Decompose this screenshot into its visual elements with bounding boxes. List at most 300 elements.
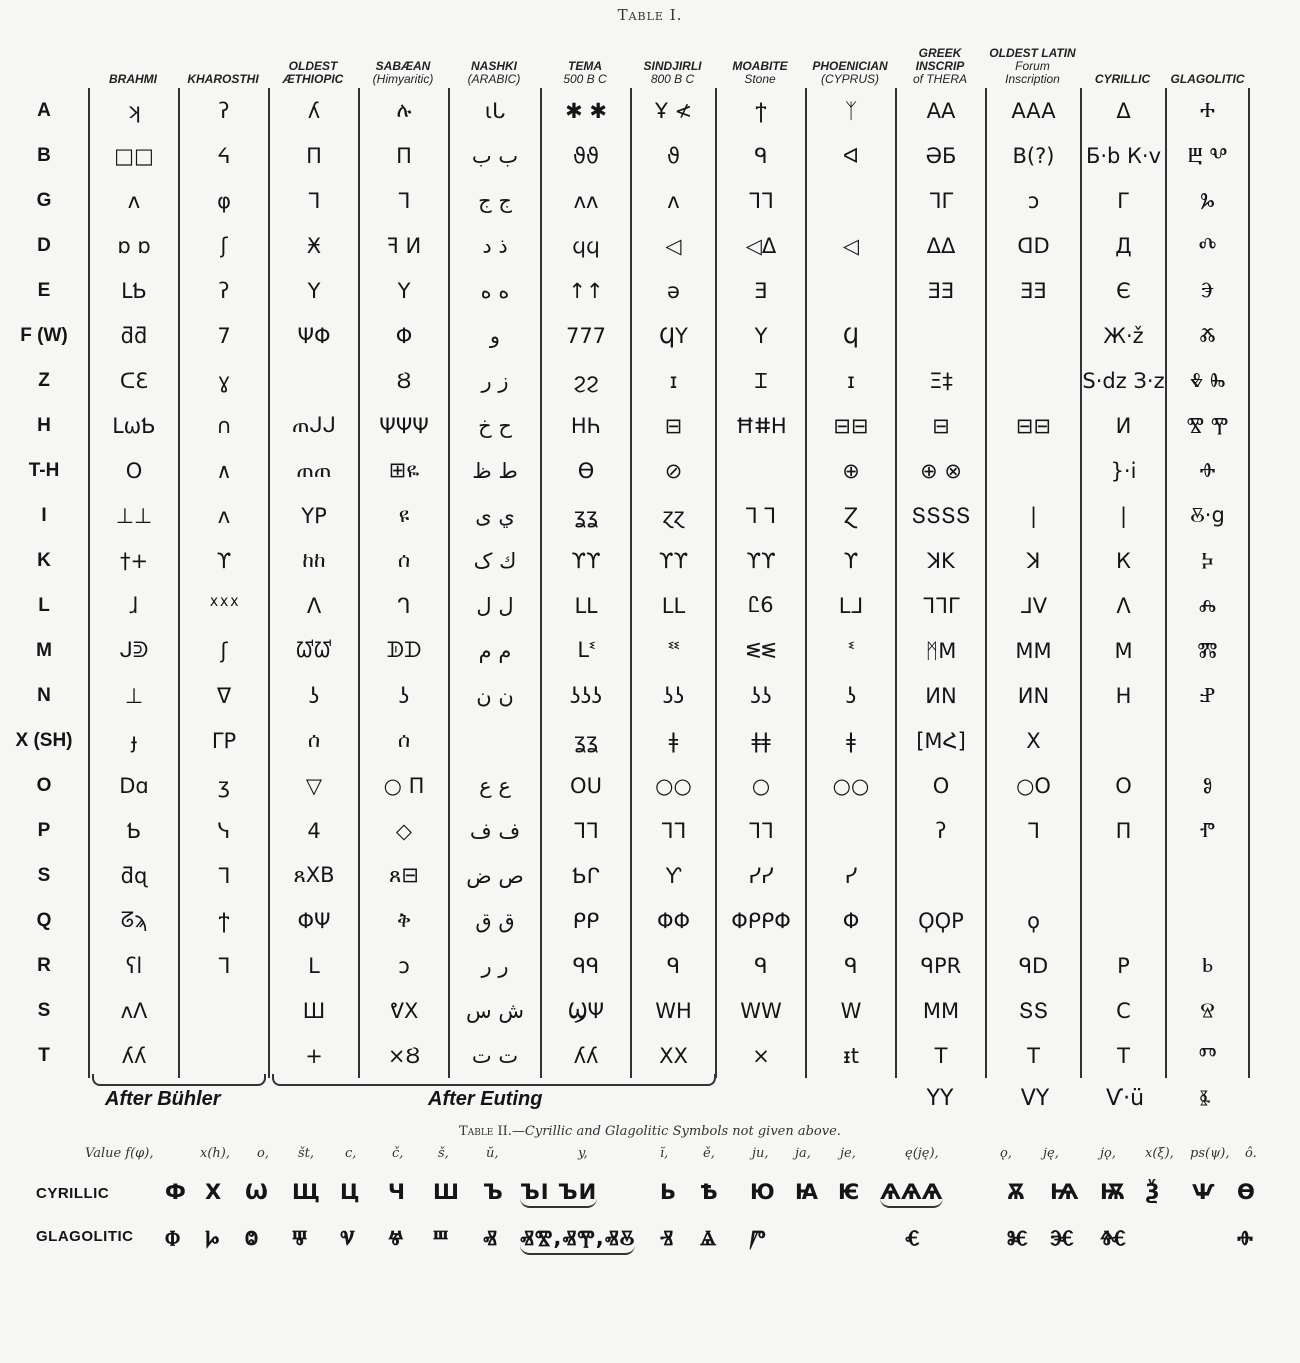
glyph-cell: [1080, 898, 1165, 943]
glyph-cell: [715, 448, 805, 493]
glyph-cell: [895, 853, 985, 898]
cyrillic-row-label: CYRILLIC: [36, 1185, 110, 1202]
cyrillic-symbol: ѦѦѦ: [880, 1180, 943, 1208]
glyph-cell: Ɀ: [805, 493, 895, 538]
glyph-cell: ꓘK: [895, 538, 985, 583]
column-header-sub: 800 B C: [650, 72, 695, 86]
row-letter-label: H: [37, 414, 51, 436]
glyph-cell: [1080, 718, 1165, 763]
glyph-cell: О: [1080, 763, 1165, 808]
glyph-cell: ꓘ: [985, 538, 1080, 583]
value-label: c,: [345, 1146, 357, 1161]
glyph-cell: ΔΔ: [895, 223, 985, 268]
column-header-label: GREEK INSCRIP: [915, 46, 965, 73]
glyph-cell: ʃ: [178, 628, 268, 673]
glyph-cell: Ƅᒋ: [540, 853, 630, 898]
brace-euting: [272, 1074, 716, 1086]
glyph-cell: ᵻt: [805, 1033, 895, 1078]
glyph-cell: [1165, 898, 1250, 943]
glyph-cell: WW: [715, 988, 805, 1033]
column-header-sub: of THERA: [912, 72, 967, 86]
glyph-cell: ↑↑: [540, 268, 630, 313]
glyph-cell: ƌɋ: [88, 853, 178, 898]
glyph-cell: ᒧV: [985, 583, 1080, 628]
glyph-cell: ϤY: [630, 313, 715, 358]
glyph-cell: Ӿ: [268, 223, 358, 268]
glyph-cell: ل ل: [448, 583, 540, 628]
glyph-cell: Ⰶ: [1165, 313, 1250, 358]
glyph-cell: ع ع: [448, 763, 540, 808]
column-header: [895, 36, 985, 86]
glyph-cell: Y: [268, 268, 358, 313]
glyph-cell: WH: [630, 988, 715, 1033]
glyph-cell: Ⰺ Ⰹ: [1165, 403, 1250, 448]
column-header-label: SABÆAN: [375, 59, 431, 73]
row-letter-label: B: [37, 144, 51, 166]
glyph-cell: ϙ: [985, 898, 1080, 943]
glyph-cell: ب ب: [448, 133, 540, 178]
glyph-cell: Y: [715, 313, 805, 358]
glyph-cell: Ж·ž: [1080, 313, 1165, 358]
value-label: ję,: [1043, 1146, 1059, 1161]
glyph-cell: ᕓX: [358, 988, 448, 1033]
glyph-cell: ϒϒ: [630, 538, 715, 583]
glyph-cell: ʖ: [268, 673, 358, 718]
column-header-label: TEMA: [567, 59, 602, 73]
row-letter-label: S: [37, 864, 51, 886]
glyph-cell: Ⱚ: [1165, 448, 1250, 493]
glyph-cell: ʓʓ: [540, 493, 630, 538]
cyrillic-symbol: ЪI ЪИ: [520, 1180, 597, 1208]
cyrillic-symbol: Ф: [165, 1180, 186, 1204]
cyrillic-symbol: Ю: [750, 1180, 775, 1204]
glyph-cell: ᓬᓬ: [715, 628, 805, 673]
glyph-cell: ᓯᓯ: [715, 853, 805, 898]
glyph-cell: Ⰽ: [1165, 538, 1250, 583]
glyph-cell: 7: [178, 313, 268, 358]
glagolitic-symbol: Ⱘ: [1007, 1226, 1028, 1250]
column-header-label: PHOENICIAN: [812, 59, 888, 73]
glyph-cell: W: [805, 988, 895, 1033]
value-label: ę(ję),: [905, 1146, 939, 1161]
glyph-cell: Ⰷ Ⰸ: [1165, 358, 1250, 403]
glyph-cell: ◇: [358, 808, 448, 853]
glyph-cell: ጸ⊟: [358, 853, 448, 898]
table-1-header: [0, 36, 1250, 86]
glyph-cell: ق ق: [448, 898, 540, 943]
glyph-cell: Г: [1080, 178, 1165, 223]
glyph-cell: AAA: [985, 88, 1080, 133]
glyph-cell: Н: [1080, 673, 1165, 718]
row-letter-label: N: [37, 684, 51, 706]
glyph-cell: Ƅ: [88, 808, 178, 853]
glyph-cell: ⊥: [88, 673, 178, 718]
glyph-cell: ϒ: [805, 538, 895, 583]
value-label: jǫ,: [1100, 1146, 1116, 1161]
glyph-cell: ᒪL: [630, 583, 715, 628]
column-header: [0, 36, 88, 86]
glyph-cell: ɀɀ: [630, 493, 715, 538]
glyph-cell: ه ه: [448, 268, 540, 313]
glyph-cell: ԼƄ: [88, 268, 178, 313]
glyph-cell: ش س: [448, 988, 540, 1033]
value-label: x(h),: [200, 1146, 230, 1161]
glyph-cell: ᒣ: [178, 943, 268, 988]
glyph-cell: ɺ: [88, 583, 178, 628]
column-header: [630, 36, 715, 86]
column-header-label: CYRILLIC: [1094, 72, 1151, 86]
column-header-label: GLAGOLITIC: [1170, 72, 1245, 86]
glyph-cell: ɟ: [88, 718, 178, 763]
value-label: ě,: [703, 1146, 715, 1161]
glyph-cell: ط ظ: [448, 448, 540, 493]
row-letter-label: M: [36, 639, 52, 661]
glyph-cell: ᒣΓ: [895, 178, 985, 223]
glyph-cell: ᑫPR: [895, 943, 985, 988]
row-letter-label: X (SH): [15, 729, 73, 751]
glyph-cell: ιᒐ: [448, 88, 540, 133]
glyph-cell: Ꞁ Ꞁ: [715, 493, 805, 538]
glyph-cell: ᒪᓫ: [540, 628, 630, 673]
glagolitic-symbol: Ⱗ: [1050, 1226, 1074, 1250]
cyrillic-symbol: Ь: [660, 1180, 677, 1204]
value-label: č,: [392, 1146, 404, 1161]
glyph-cell: MM: [985, 628, 1080, 673]
row-letter-label: K: [37, 549, 51, 571]
glyph-cell: ϯ: [178, 898, 268, 943]
glyph-cell: ᒣ: [358, 178, 448, 223]
glyph-cell: Ⰱ Ⰲ: [1165, 133, 1250, 178]
glyph-cell: |: [985, 493, 1080, 538]
glyph-cell: ϢΨ: [540, 988, 630, 1033]
value-label: š,: [438, 1146, 449, 1161]
glyph-cell: X: [985, 718, 1080, 763]
glyph-cell: ▽: [268, 763, 358, 808]
glyph-cell: ϘϘP: [895, 898, 985, 943]
glyph-cell: ʔ: [178, 88, 268, 133]
glyph-cell: ᑫ: [805, 943, 895, 988]
glyph-cell: ◁Δ: [715, 223, 805, 268]
glyph-cell: ϯ: [715, 88, 805, 133]
column-header: [358, 36, 448, 86]
row-letter-label: A: [37, 99, 51, 121]
glyph-cell: و: [448, 313, 540, 358]
glyph-cell: ○○: [630, 763, 715, 808]
row-letter-label: Z: [38, 369, 50, 391]
after-buhler-label: After Bühler: [105, 1088, 221, 1110]
glyph-cell: ᒪԼ: [540, 583, 630, 628]
glyph-cell: [178, 1033, 268, 1078]
cyrillic-symbol: Ѱ: [1192, 1180, 1215, 1204]
glyph-cell: ᓭ: [178, 808, 268, 853]
glyph-cell: Ꮭ6: [715, 583, 805, 628]
value-label: ô.: [1245, 1146, 1257, 1161]
table-2-title: [0, 1124, 1300, 1139]
glyph-cell: ⊟⊟: [805, 403, 895, 448]
column-header: [448, 36, 540, 86]
cyrillic-symbol: Ѯ: [1145, 1180, 1160, 1204]
glyph-cell: ᑫ: [715, 943, 805, 988]
cyrillic-symbol: Ц: [340, 1180, 360, 1204]
glyph-cell: O: [88, 448, 178, 493]
glyph-cell: ՏՏ: [985, 988, 1080, 1033]
column-header: [1080, 36, 1165, 86]
glyph-cell: ᒪ: [268, 943, 358, 988]
glyph-cell: T: [895, 1033, 985, 1078]
glyph-cell: ص ض: [448, 853, 540, 898]
row-letter-label: T: [38, 1044, 50, 1066]
cyrillic-symbol: Ѣ: [700, 1180, 718, 1204]
glyph-cell: [805, 268, 895, 313]
glyph-cell: ᑫ: [630, 943, 715, 988]
glyph-cell: ǂ: [630, 718, 715, 763]
column-header-label: MOABITE: [732, 59, 788, 73]
row-letter-label: Q: [36, 909, 52, 931]
glyph-cell: ɣ: [178, 358, 268, 403]
glyph-cell: ϑϑ: [540, 133, 630, 178]
glyph-cell: ʞ: [88, 88, 178, 133]
glyph-cell: ИN: [985, 673, 1080, 718]
glyph-cell: ن ن: [448, 673, 540, 718]
value-label: ĭ,: [660, 1146, 669, 1161]
glyph-cell: Ⱄ: [1165, 988, 1250, 1033]
row-letter-label: I: [41, 504, 47, 526]
glyph-cell: [1080, 853, 1165, 898]
glyph-cell: Ǝ: [715, 268, 805, 313]
glyph-cell: ✱ ✱: [540, 88, 630, 133]
glyph-cell: ƎƎ: [895, 268, 985, 313]
glyph-cell: ΦΦ: [630, 898, 715, 943]
glyph-cell: Ѕ·dz З·z: [1080, 358, 1165, 403]
glyph-cell: ከከ: [268, 538, 358, 583]
glyph-cell: Ɪ: [715, 358, 805, 403]
glyph-cell: 777: [540, 313, 630, 358]
glyph-cell: ᒣᒣ: [540, 808, 630, 853]
glyph-cell: Ⰴ: [1165, 223, 1250, 268]
cyrillic-symbol: Ѥ: [838, 1180, 860, 1204]
glyph-cell: ×: [715, 1033, 805, 1078]
glyph-cell: ƎƎ: [985, 268, 1080, 313]
glyph-cell: ǝ: [630, 268, 715, 313]
glyph-cell: Ɵ: [540, 448, 630, 493]
cyrillic-symbol: Ъ: [483, 1180, 503, 1204]
glyph-cell: OU: [540, 763, 630, 808]
row-letter-label: F (W): [20, 324, 68, 346]
glyph-cell: Π: [268, 133, 358, 178]
glyph-cell: ʌ: [88, 178, 178, 223]
glyph-cell: ʖʖʖ: [540, 673, 630, 718]
glyph-cell: Ш: [268, 988, 358, 1033]
glyph-cell: ϑ: [630, 133, 715, 178]
glyph-cell: ○O: [985, 763, 1080, 808]
column-header: [178, 36, 268, 86]
glyph-cell: ሰ: [358, 538, 448, 583]
glyph-cell: ×Ȣ: [358, 1033, 448, 1078]
glyph-cell: [178, 988, 268, 1033]
glyph-cell: T: [985, 1033, 1080, 1078]
row-letter-label: P: [37, 819, 51, 841]
value-label: ŭ,: [486, 1146, 499, 1161]
glyph-cell: ʕl: [88, 943, 178, 988]
value-label: ja,: [795, 1146, 811, 1161]
glyph-cell: ǂ: [805, 718, 895, 763]
glyph-cell: [985, 853, 1080, 898]
glyph-cell: |: [1080, 493, 1165, 538]
glyph-cell: [1165, 718, 1250, 763]
glyph-cell: Δ: [1080, 88, 1165, 133]
cyrillic-symbol: Ч: [388, 1180, 405, 1204]
cyrillic-symbol: Ꙗ: [795, 1180, 818, 1204]
column-header-sub: Forum Inscription: [1005, 59, 1060, 86]
glyph-cell: Λ: [268, 583, 358, 628]
glyph-cell: ↄ: [985, 178, 1080, 223]
glyph-cell: ɪ: [805, 358, 895, 403]
glagolitic-symbol: Ⱉ: [245, 1226, 259, 1250]
cyrillic-symbol: Ѩ: [1050, 1180, 1079, 1204]
column-header: [540, 36, 630, 86]
glyph-cell: ʔ: [178, 268, 268, 313]
glyph-cell: ΑΑ: [895, 88, 985, 133]
glyph-cell: ج ج: [448, 178, 540, 223]
glyph-cell: ʎʎ: [88, 1033, 178, 1078]
glyph-cell: ○: [715, 763, 805, 808]
glyph-cell: И: [1080, 403, 1165, 448]
glagolitic-symbol: Ⱙ: [1100, 1226, 1126, 1250]
value-label: Value f(φ),: [85, 1146, 154, 1161]
column-header-label: SINDJIRLI: [643, 59, 702, 73]
glyph-cell: Φ: [358, 313, 448, 358]
column-header-sub: (Himyaritic): [372, 72, 434, 86]
row-letter-label: R: [37, 954, 51, 976]
glyph-cell: ○ Π: [358, 763, 448, 808]
glyph-cell: ʓʓ: [540, 718, 630, 763]
glyph-cell: Ⰾ: [1165, 583, 1250, 628]
glyph-cell: Ξ‡: [895, 358, 985, 403]
glyph-cell: ᘺᘺ: [268, 628, 358, 673]
table-2-label: Table II.: [459, 1124, 512, 1139]
glyph-cell: Dɑ: [88, 763, 178, 808]
cyrillic-symbol: Х: [205, 1180, 222, 1204]
column-header-sub: (ARABIC): [467, 72, 521, 86]
value-label: x(ξ),: [1145, 1146, 1174, 1161]
glyph-cell: ИΝ: [895, 673, 985, 718]
glagolitic-symbol: Ⱍ: [388, 1226, 404, 1250]
glyph-cell: ՏՏՏՏ: [895, 493, 985, 538]
glagolitic-symbol: Ⱋ: [292, 1226, 308, 1250]
glyph-cell: [985, 448, 1080, 493]
glyph-cell: ⊕ ⊗: [895, 448, 985, 493]
glyph-cell: НҺ: [540, 403, 630, 448]
glagolitic-symbol: Ⱈ: [205, 1226, 220, 1250]
glyph-cell: ᒪᒧ: [805, 583, 895, 628]
extra-greek: YY: [926, 1086, 954, 1111]
glyph-cell: ጠጠ: [268, 448, 358, 493]
glyph-cell: ↄ: [358, 943, 448, 988]
row-letter-label: E: [37, 279, 51, 301]
glyph-cell: ϩϩ: [540, 358, 630, 403]
glyph-cell: ᓯ: [805, 853, 895, 898]
column-header-sub: Stone: [744, 72, 776, 86]
glyph-cell: ᴧ: [178, 493, 268, 538]
cyrillic-symbol: Ѫ: [1007, 1180, 1025, 1204]
glyph-cell: [1165, 853, 1250, 898]
extra-glagolitic: Ⱛ: [1199, 1086, 1211, 1111]
glyph-cell: MM: [895, 988, 985, 1033]
glagolitic-row-label: GLAGOLITIC: [36, 1228, 134, 1245]
glyph-cell: Ϥ: [805, 313, 895, 358]
column-header-label: BRAHMI: [109, 72, 157, 86]
row-letter-label: T-H: [28, 459, 60, 481]
glyph-cell: Б·b К·v: [1080, 133, 1165, 178]
glyph-cell: ʔ: [895, 808, 985, 853]
column-header: [88, 36, 178, 86]
glyph-cell: Λ: [1080, 583, 1165, 628]
glyph-cell: [805, 178, 895, 223]
glyph-cell: ᓫ: [805, 628, 895, 673]
glyph-cell: +: [268, 1033, 358, 1078]
column-header-label: KHAROSTHI: [187, 72, 259, 86]
column-header-sub: (CYPRUS): [820, 72, 879, 86]
glyph-cell: ᒉ: [358, 583, 448, 628]
brace-buhler: [92, 1074, 266, 1086]
glyph-cell: ʖ: [805, 673, 895, 718]
cyrillic-symbol: Щ: [292, 1180, 320, 1204]
glyph-cell: ʎ: [268, 88, 358, 133]
glyph-cell: Ⰿ: [1165, 628, 1250, 673]
value-label: o,: [257, 1146, 269, 1161]
glyph-cell: ᕽᕽᕽ: [178, 583, 268, 628]
glagolitic-symbol: Ⱑ: [700, 1226, 717, 1250]
glyph-cell: ᓫᓫ: [630, 628, 715, 673]
value-label: y,: [578, 1146, 588, 1161]
glyph-cell: ᒣ: [178, 853, 268, 898]
glyph-cell: ᔦ: [178, 133, 268, 178]
glyph-cell: ɒ ɒ: [88, 223, 178, 268]
glyph-cell: С: [1080, 988, 1165, 1033]
glyph-cell: Ⰵ: [1165, 268, 1250, 313]
column-header: [985, 36, 1080, 86]
glagolitic-symbol: Ⱓ: [750, 1226, 766, 1250]
glyph-cell: ƌƌ: [88, 313, 178, 358]
column-header-label: OLDEST ÆTHIOPIC: [282, 59, 344, 86]
cyrillic-symbol: Ѳ: [1237, 1180, 1255, 1204]
glyph-cell: ĦⵌΗ: [715, 403, 805, 448]
glyph-cell: ⊘: [630, 448, 715, 493]
glyph-cell: ح خ: [448, 403, 540, 448]
glyph-cell: ǂǂ: [715, 718, 805, 763]
glyph-cell: ʃ: [178, 223, 268, 268]
glyph-cell: ԼωƄ: [88, 403, 178, 448]
glyph-cell: ʎʎ: [540, 1033, 630, 1078]
glyph-cell: ⊟⊟: [985, 403, 1080, 448]
table-1: [0, 88, 1250, 1078]
glyph-cell: ᑭᑭ: [540, 898, 630, 943]
glyph-cell: Ƴ: [630, 853, 715, 898]
glyph-cell: ΨΦ: [268, 313, 358, 358]
glyph-cell: ΨΨΨ: [358, 403, 448, 448]
column-header-label: NASHKI: [470, 59, 517, 73]
glyph-cell: ت ت: [448, 1033, 540, 1078]
cyrillic-symbol: Ѡ: [245, 1180, 268, 1204]
glyph-cell: ᑕƐ: [88, 358, 178, 403]
glyph-cell: XX: [630, 1033, 715, 1078]
glyph-cell: ʌ: [630, 178, 715, 223]
glyph-cell: ʖʖ: [715, 673, 805, 718]
glyph-cell: ∩: [178, 403, 268, 448]
glyph-cell: ᛉ: [805, 88, 895, 133]
value-label: ju,: [752, 1146, 769, 1161]
glyph-cell: Y: [358, 268, 448, 313]
